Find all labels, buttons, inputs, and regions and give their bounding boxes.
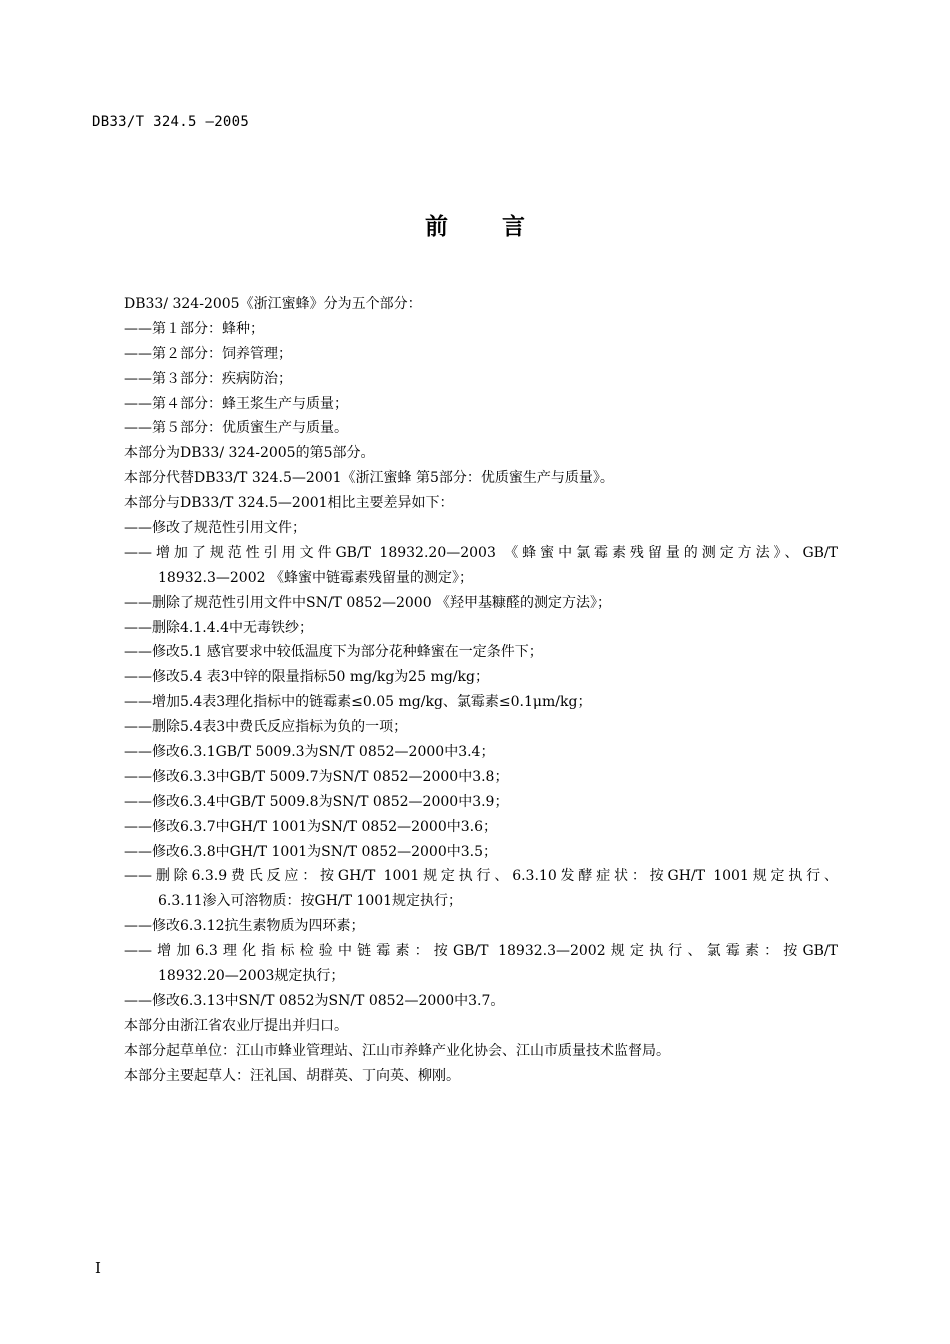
list-item: ——第４部分：蜂王浆生产与质量； <box>124 395 348 412</box>
preface-body <box>124 292 838 1089</box>
list-item: ——第１部分：蜂种； <box>124 320 264 337</box>
text-line: DB33/ 324-2005《浙江蜜蜂》分为五个部分： <box>124 296 422 312</box>
list-item: ——删除5.4表3中费氏反应指标为负的一项； <box>124 719 408 736</box>
list-item: ——修改了规范性引用文件； <box>124 520 306 537</box>
text-line: 本部分由浙江省农业厅提出并归口。 <box>124 1017 348 1034</box>
list-item: ——修改6.3.1GB/T 5009.3为SN/T 0852—2000中3.4； <box>124 744 495 761</box>
list-item: ——修改5.1 感官要求中较低温度下为部分花种蜂蜜在一定条件下； <box>124 644 543 661</box>
text-line: 本部分主要起草人：汪礼国、胡群英、丁向英、柳刚。 <box>124 1067 460 1084</box>
list-item: ——增加5.4表3理化指标中的链霉素≤0.05 mg/kg、氯霉素≤0.1μm/kg； <box>124 694 592 711</box>
list-item: ——第５部分：优质蜜生产与质量。 <box>124 420 348 437</box>
text-line: 本部分为DB33/ 324-2005的第5部分。 <box>124 445 375 462</box>
text-line: 本部分代替DB33/T 324.5—2001《浙江蜜蜂 第5部分：优质蜜生产与质量》。 <box>124 470 614 487</box>
list-item: ——增加6.3理化指标检验中链霉素：按GB/T 18932.3—2002规定执行、氯霉素：按GB/T <box>124 943 838 960</box>
list-item-continuation: 6.3.11渗入可溶物质：按GH/T 1001规定执行； <box>158 893 463 910</box>
page-number: I <box>95 1259 101 1277</box>
list-item: ——删除4.1.4.4中无毒铁纱； <box>124 619 313 636</box>
list-item: ——删除6.3.9费氏反应：按GH/T 1001规定执行、6.3.10发酵症状：按GH/T 1001规定执行、 <box>124 868 838 885</box>
list-item-continuation: 18932.3—2002 《蜂蜜中链霉素残留量的测定》； <box>158 569 473 586</box>
list-item: ——修改5.4 表3中锌的限量指标50 mg/kg为25 mg/kg； <box>124 669 489 686</box>
text-line: 本部分起草单位：江山市蜂业管理站、江山市养蜂产业化协会、江山市质量技术监督局。 <box>124 1042 670 1059</box>
list-item: ——修改6.3.3中GB/T 5009.7为SN/T 0852—2000中3.8； <box>124 768 509 785</box>
list-item: ——修改6.3.12抗生素物质为四环素； <box>124 918 365 935</box>
text-line: 本部分与DB33/T 324.5—2001相比主要差异如下： <box>124 495 454 512</box>
list-item: ——修改6.3.8中GH/T 1001为SN/T 0852—2000中3.5； <box>124 843 498 860</box>
list-item: ——修改6.3.7中GH/T 1001为SN/T 0852—2000中3.6； <box>124 818 498 835</box>
list-item: ——增加了规范性引用文件GB/T 18932.20—2003 《蜂蜜中氯霉素残留量的测定方法》、GB/T <box>124 544 838 561</box>
list-item: ——第３部分：疾病防治； <box>124 370 292 387</box>
list-item: ——修改6.3.4中GB/T 5009.8为SN/T 0852—2000中3.9； <box>124 793 509 810</box>
list-item-continuation: 18932.20—2003规定执行； <box>158 968 345 985</box>
list-item: ——修改6.3.13中SN/T 0852为SN/T 0852—2000中3.7。 <box>124 992 505 1009</box>
document-code-header: DB33/T 324.5 —2005 <box>92 114 250 130</box>
page-title: 前言 <box>425 214 579 240</box>
list-item: ——第２部分：饲养管理； <box>124 345 292 362</box>
list-item: ——删除了规范性引用文件中SN/T 0852—2000 《羟甲基糠醛的测定方法》； <box>124 594 612 611</box>
